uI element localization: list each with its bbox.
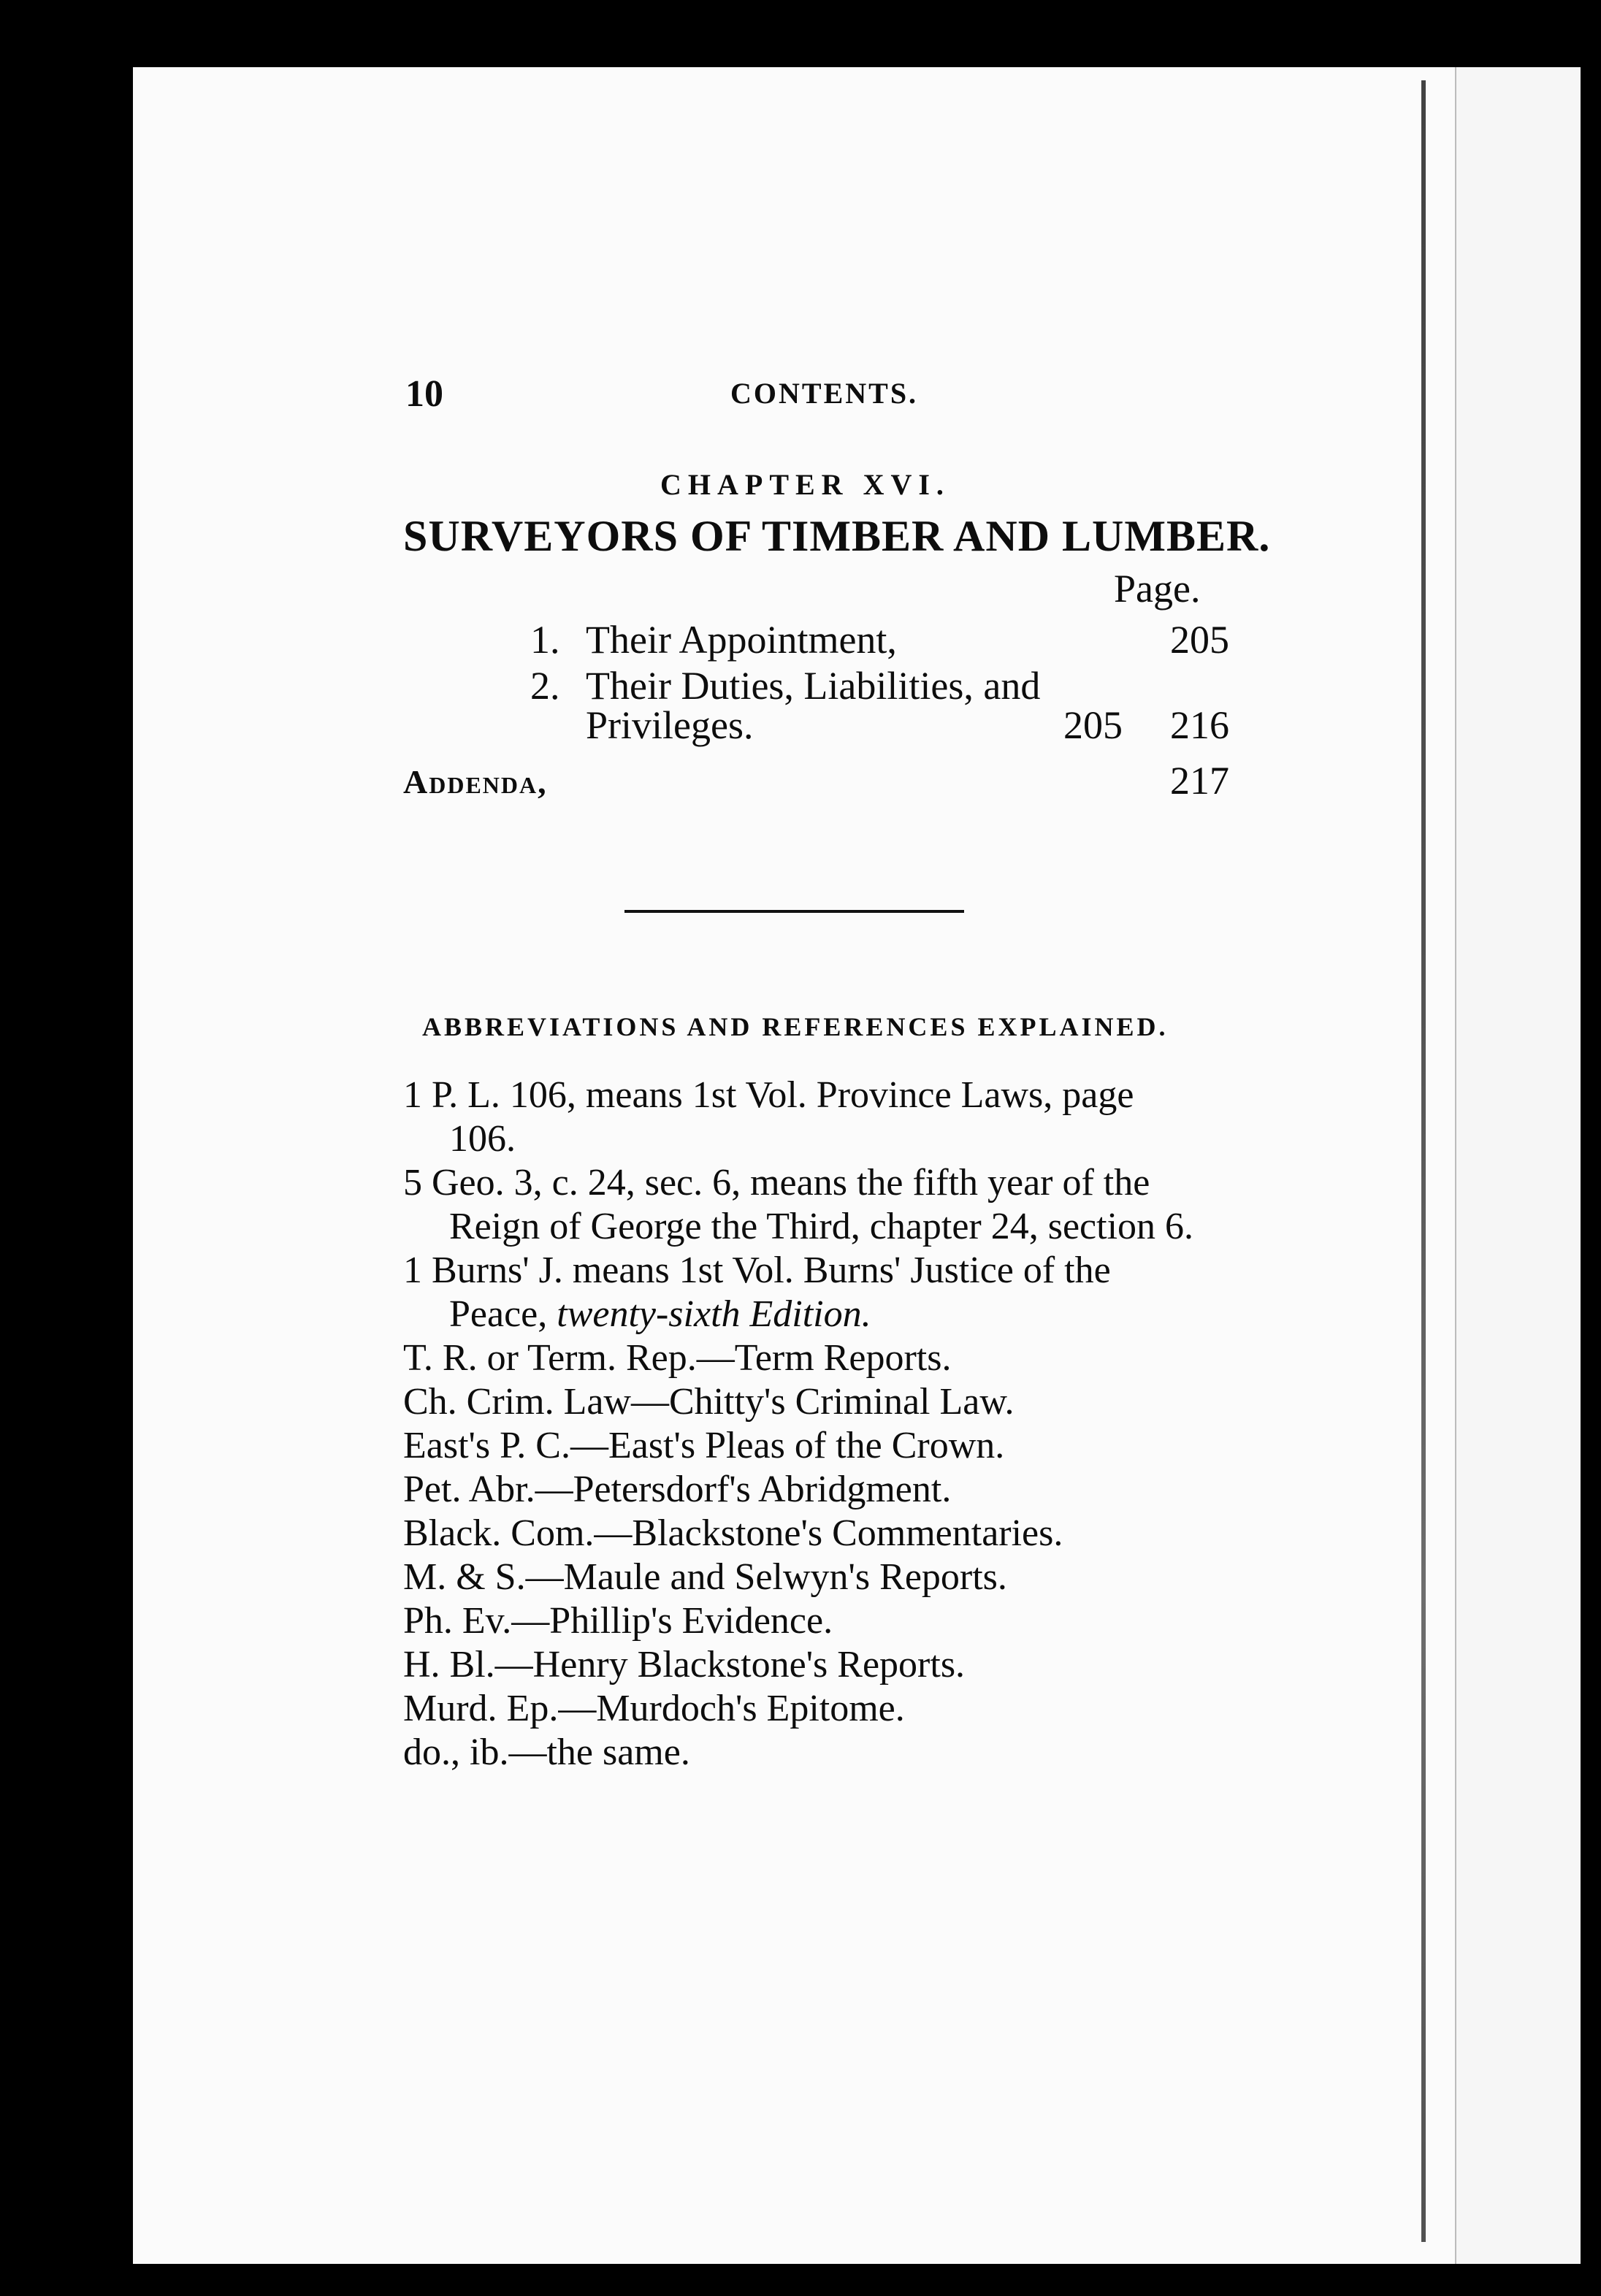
toc-entry-text: Their Duties, Liabilities, and: [586, 664, 1041, 708]
toc-entry-page-start: 205: [1063, 703, 1123, 747]
abbreviation-item-continued: Reign of George the Third, chapter 24, section 6.: [449, 1206, 1194, 1247]
page-column-label: Page.: [1114, 567, 1201, 611]
page-gutter: [1421, 80, 1426, 2242]
abbreviation-item-continued: 106.: [449, 1118, 516, 1160]
addenda-page: 217: [1170, 759, 1229, 803]
abbreviation-item: Ph. Ev.—Phillip's Evidence.: [403, 1600, 833, 1642]
abbreviation-item: H. Bl.—Henry Blackstone's Reports.: [403, 1644, 966, 1685]
abbreviation-item: do., ib.—the same.: [403, 1731, 690, 1773]
section-divider: [624, 910, 964, 913]
abbreviation-text: Peace,: [449, 1293, 548, 1335]
addenda-label: Addenda,: [403, 763, 548, 800]
toc-entry-page: 216: [1170, 703, 1229, 747]
toc-entry-text: Their Appointment,: [586, 618, 897, 662]
chapter-title: SURVEYORS OF TIMBER AND LUMBER.: [403, 512, 1271, 560]
toc-entry-text-continued: Privileges.: [586, 703, 754, 747]
facing-page-edge: [1455, 67, 1581, 2264]
page-number: 10: [405, 373, 443, 415]
abbreviation-item: Pet. Abr.—Petersdorf's Abridgment.: [403, 1469, 952, 1510]
abbreviation-italic-text: twenty-sixth Edition.: [557, 1293, 871, 1335]
abbreviation-item: M. & S.—Maule and Selwyn's Reports.: [403, 1556, 1007, 1598]
abbreviation-item: 1 Burns' J. means 1st Vol. Burns' Justice of the: [403, 1250, 1111, 1291]
abbreviation-item: 5 Geo. 3, c. 24, sec. 6, means the fifth year of the: [403, 1162, 1150, 1204]
toc-entry-page: 205: [1170, 618, 1229, 662]
chapter-label: CHAPTER XVI.: [660, 468, 950, 501]
running-title: CONTENTS.: [730, 377, 919, 410]
toc-entry-number: 1.: [530, 618, 560, 662]
abbreviation-item: Murd. Ep.—Murdoch's Epitome.: [403, 1688, 905, 1729]
abbreviation-item: 1 P. L. 106, means 1st Vol. Province Laws, page: [403, 1074, 1134, 1116]
abbreviation-item: T. R. or Term. Rep.—Term Reports.: [403, 1337, 952, 1379]
toc-entry-number: 2.: [530, 664, 560, 708]
abbreviation-item: East's P. C.—East's Pleas of the Crown.: [403, 1425, 1005, 1466]
abbreviation-item: Ch. Crim. Law—Chitty's Criminal Law.: [403, 1381, 1015, 1423]
abbreviation-item: Black. Com.—Blackstone's Commentaries.: [403, 1512, 1063, 1554]
abbreviation-item-continued: [449, 1293, 871, 1336]
abbreviations-heading: ABBREVIATIONS AND REFERENCES EXPLAINED.: [422, 1012, 1169, 1041]
